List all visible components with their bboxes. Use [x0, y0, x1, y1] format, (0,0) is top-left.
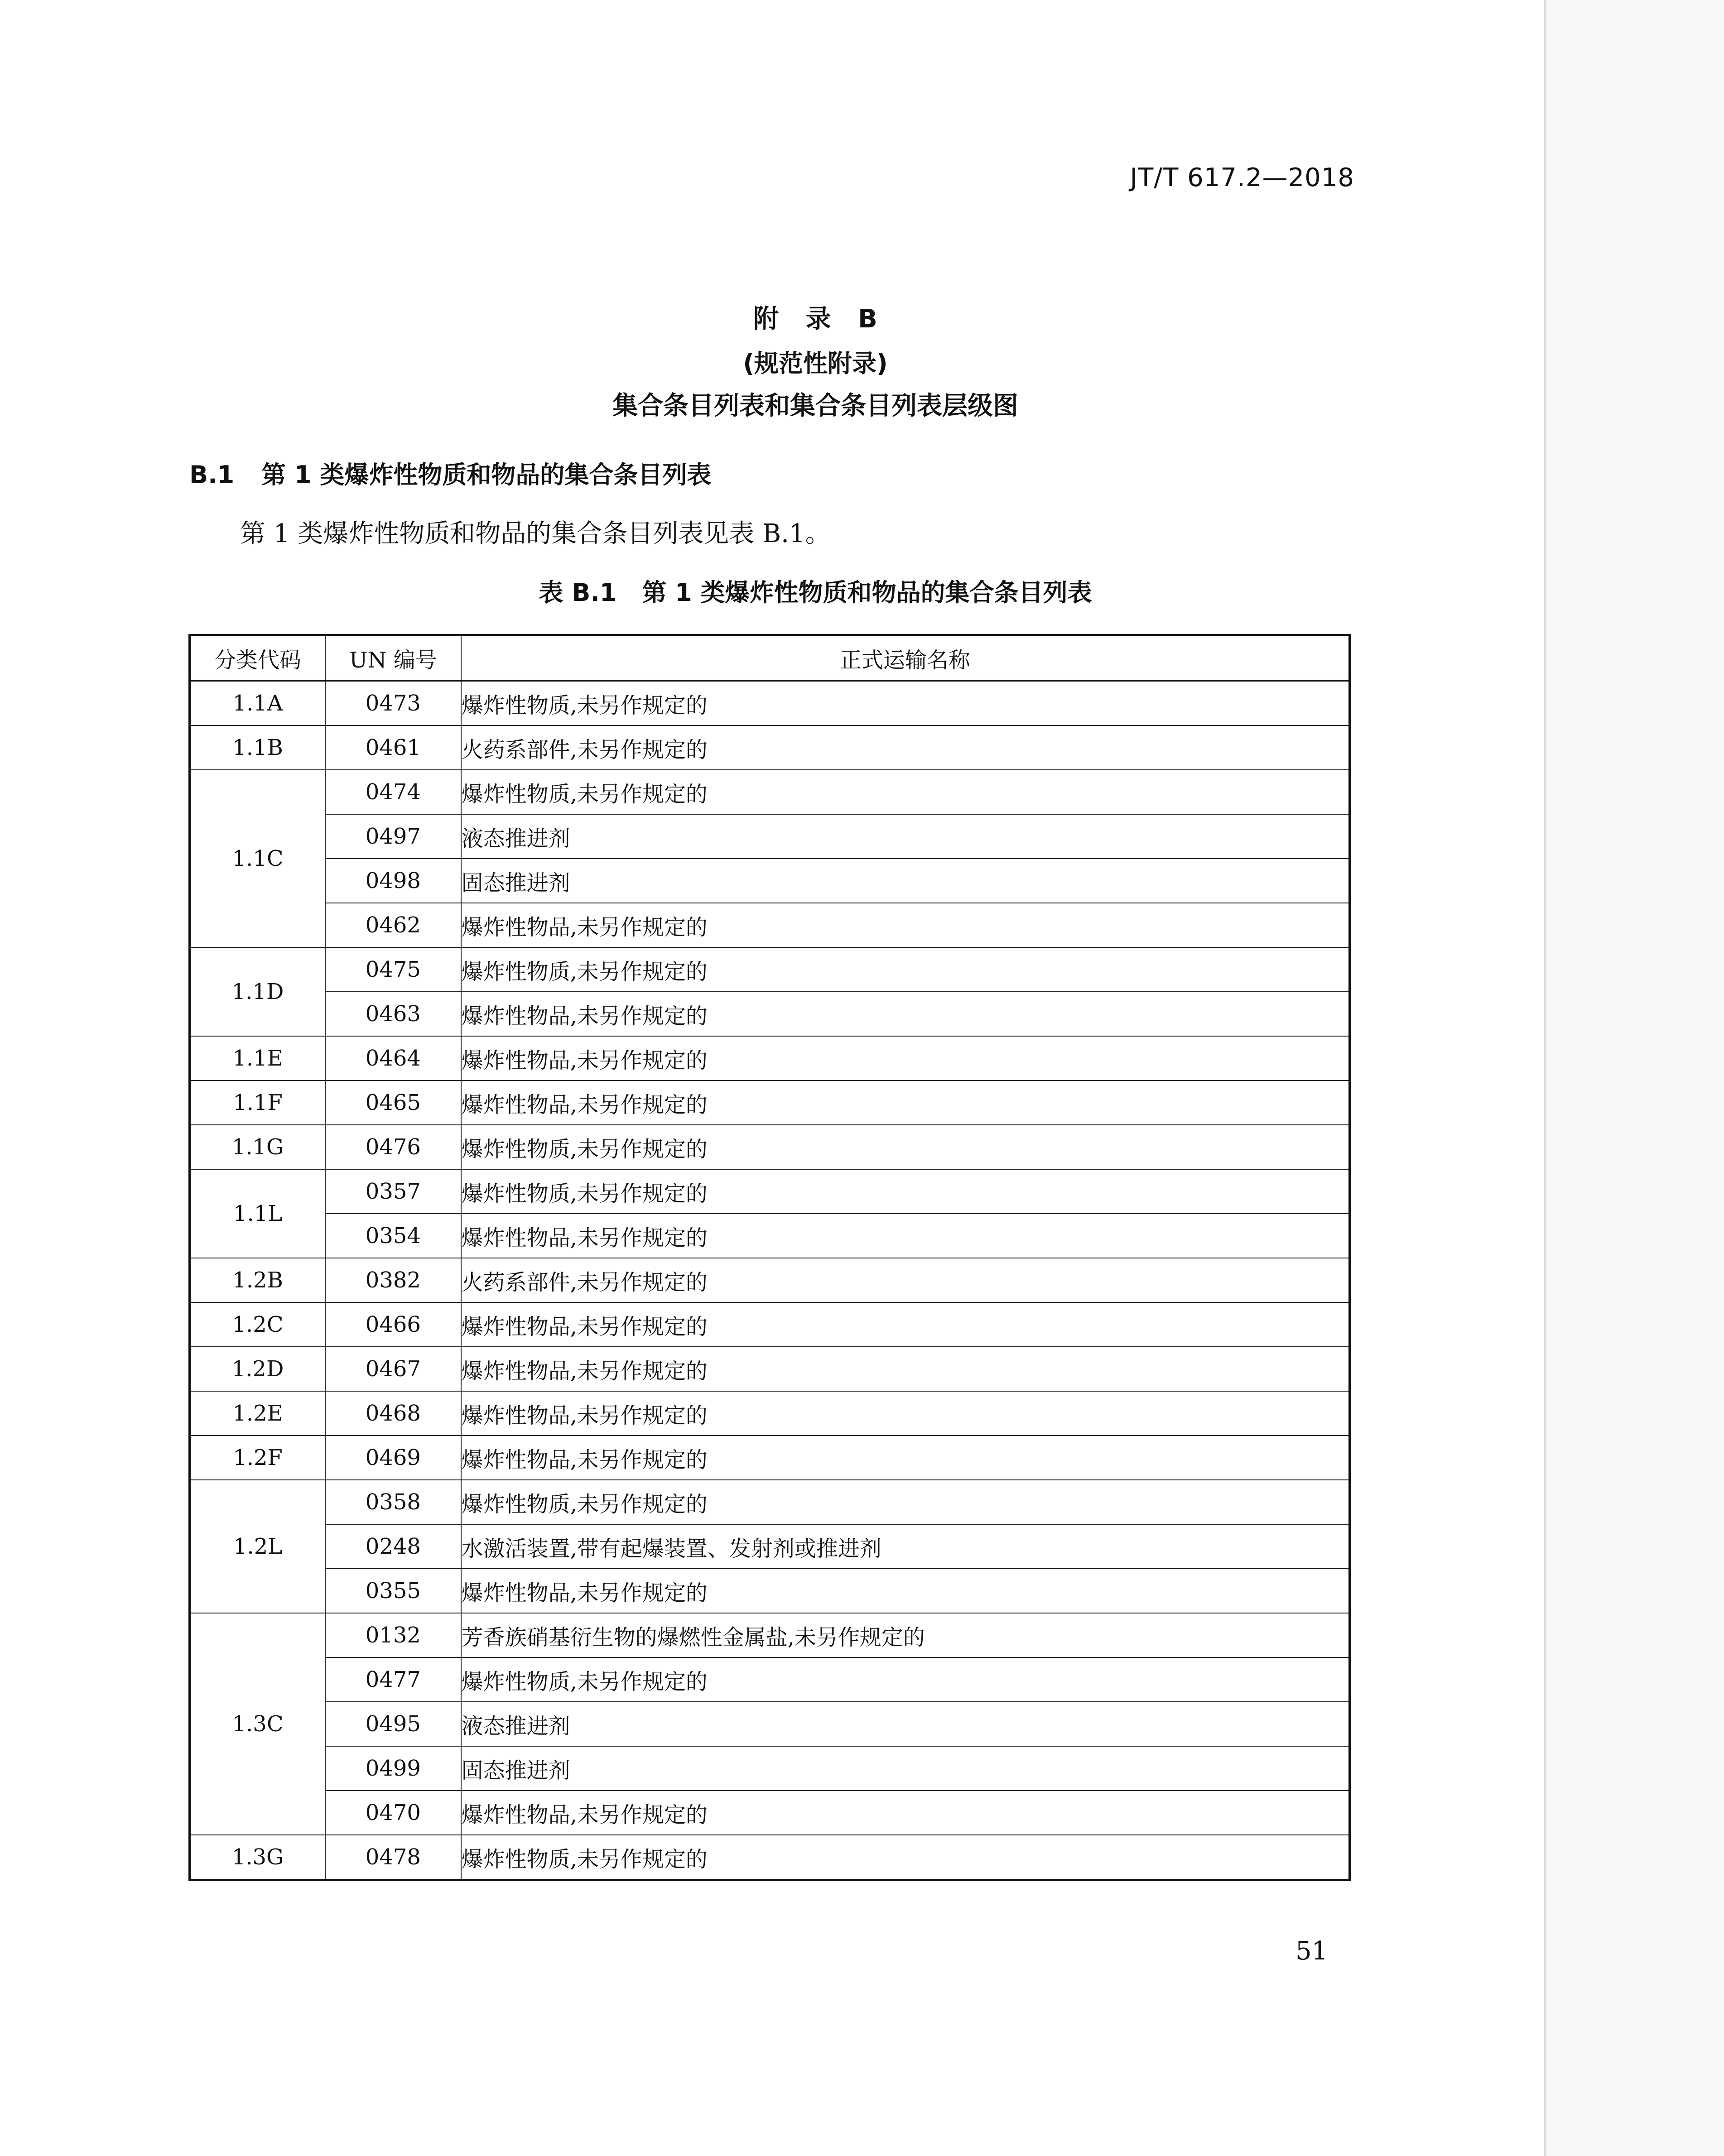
shipping-name-cell: 爆炸性物质,未另作规定的	[461, 1480, 1350, 1524]
un-number-cell: 0132	[325, 1613, 461, 1657]
table-row	[190, 814, 1350, 859]
table-caption	[0, 573, 1631, 608]
un-number-cell: 0382	[325, 1258, 461, 1302]
shipping-name-cell: 水激活装置,带有起爆装置、发射剂或推进剂	[461, 1524, 1350, 1569]
classification-code-cell: 1.2E	[190, 1391, 326, 1436]
un-number-cell: 0498	[325, 859, 461, 903]
shipping-name-cell: 爆炸性物质,未另作规定的	[461, 1125, 1350, 1169]
shipping-name-cell: 爆炸性物品,未另作规定的	[461, 1569, 1350, 1613]
shipping-name-cell: 爆炸性物品,未另作规定的	[461, 903, 1350, 947]
un-number-cell: 0463	[325, 992, 461, 1036]
un-number-cell: 0473	[325, 681, 461, 725]
un-number-cell: 0357	[325, 1169, 461, 1214]
table-row	[190, 1258, 1350, 1302]
un-number-cell: 0465	[325, 1080, 461, 1125]
section-title: 第 1 类爆炸性物质和物品的集合条目列表	[261, 461, 712, 489]
shipping-name-cell: 爆炸性物质,未另作规定的	[461, 1169, 1350, 1214]
shipping-name-cell: 液态推进剂	[461, 814, 1350, 859]
un-number-cell: 0475	[325, 947, 461, 992]
shipping-name-cell: 爆炸性物品,未另作规定的	[461, 1214, 1350, 1258]
classification-code-cell: 1.3G	[190, 1835, 326, 1880]
shipping-name-cell: 爆炸性物品,未另作规定的	[461, 1436, 1350, 1480]
shipping-name-cell: 爆炸性物品,未另作规定的	[461, 1347, 1350, 1391]
shipping-name-cell: 爆炸性物质,未另作规定的	[461, 1835, 1350, 1880]
table-row	[190, 1524, 1350, 1569]
table-caption-title: 第 1 类爆炸性物质和物品的集合条目列表	[642, 578, 1092, 607]
table-row	[190, 1746, 1350, 1791]
un-number-cell: 0462	[325, 903, 461, 947]
un-number-cell: 0497	[325, 814, 461, 859]
table-header-row	[190, 635, 1350, 681]
table-row	[190, 947, 1350, 992]
shipping-name-cell: 爆炸性物品,未另作规定的	[461, 992, 1350, 1036]
table-row	[190, 725, 1350, 770]
un-number-cell: 0470	[325, 1791, 461, 1835]
appendix-title: 附 录 B	[753, 304, 877, 334]
un-number-cell: 0477	[325, 1657, 461, 1702]
classification-code-cell: 1.1C	[190, 770, 326, 947]
un-number-cell: 0464	[325, 1036, 461, 1080]
table-row	[190, 1302, 1350, 1347]
table-row	[190, 1436, 1350, 1480]
classification-code-cell: 1.1F	[190, 1080, 326, 1125]
table-row	[190, 1036, 1350, 1080]
classification-code-cell: 1.2F	[190, 1436, 326, 1480]
classification-code-cell: 1.1B	[190, 725, 326, 770]
un-number-cell: 0354	[325, 1214, 461, 1258]
header-shipping-name: 正式运输名称	[461, 635, 1350, 681]
table-row	[190, 1835, 1350, 1880]
table-row	[190, 992, 1350, 1036]
table-row	[190, 1791, 1350, 1835]
classification-code-cell: 1.2C	[190, 1302, 326, 1347]
classification-code-cell: 1.1D	[190, 947, 326, 1036]
classification-code-cell: 1.2D	[190, 1347, 326, 1391]
header-un-number: UN 编号	[325, 635, 461, 681]
header-classification-code: 分类代码	[190, 635, 326, 681]
table-row	[190, 1169, 1350, 1214]
table-caption-number: 表 B.1	[539, 578, 617, 607]
shipping-name-cell: 爆炸性物质,未另作规定的	[461, 681, 1350, 725]
table-row	[190, 1080, 1350, 1125]
section-number: B.1	[189, 461, 235, 489]
shipping-name-cell: 固态推进剂	[461, 859, 1350, 903]
section-body-text: 第 1 类爆炸性物质和物品的集合条目列表见表 B.1。	[240, 519, 831, 548]
un-number-cell: 0248	[325, 1524, 461, 1569]
classification-code-cell: 1.2L	[190, 1480, 326, 1613]
shipping-name-cell: 固态推进剂	[461, 1746, 1350, 1791]
table-row	[190, 903, 1350, 947]
shipping-name-cell: 爆炸性物质,未另作规定的	[461, 1657, 1350, 1702]
classification-code-cell: 1.1G	[190, 1125, 326, 1169]
classification-code-cell: 1.2B	[190, 1258, 326, 1302]
table-row	[190, 1702, 1350, 1746]
un-number-cell: 0474	[325, 770, 461, 814]
classification-code-cell: 1.1E	[190, 1036, 326, 1080]
table-row	[190, 681, 1350, 725]
shipping-name-cell: 爆炸性物品,未另作规定的	[461, 1036, 1350, 1080]
un-number-cell: 0469	[325, 1436, 461, 1480]
un-number-cell: 0476	[325, 1125, 461, 1169]
shipping-name-cell: 火药系部件,未另作规定的	[461, 725, 1350, 770]
un-number-cell: 0499	[325, 1746, 461, 1791]
un-number-cell: 0467	[325, 1347, 461, 1391]
appendix-name: 集合条目列表和集合条目列表层级图	[612, 391, 1018, 421]
appendix-type: (规范性附录)	[743, 349, 888, 378]
table-row	[190, 1391, 1350, 1436]
un-number-cell: 0478	[325, 1835, 461, 1880]
shipping-name-cell: 爆炸性物品,未另作规定的	[461, 1391, 1350, 1436]
classification-code-cell: 1.3C	[190, 1613, 326, 1835]
shipping-name-cell: 芳香族硝基衍生物的爆燃性金属盐,未另作规定的	[461, 1613, 1350, 1657]
un-number-cell: 0461	[325, 725, 461, 770]
table-row	[190, 1657, 1350, 1702]
page-number: 51	[1295, 1936, 1328, 1966]
un-number-cell: 0355	[325, 1569, 461, 1613]
shipping-name-cell: 液态推进剂	[461, 1702, 1350, 1746]
shipping-name-cell: 爆炸性物品,未另作规定的	[461, 1302, 1350, 1347]
standard-number: JT/T 617.2—2018	[1130, 163, 1354, 192]
shipping-name-cell: 爆炸性物品,未另作规定的	[461, 1791, 1350, 1835]
shipping-name-cell: 爆炸性物质,未另作规定的	[461, 770, 1350, 814]
shipping-name-cell: 火药系部件,未另作规定的	[461, 1258, 1350, 1302]
table-row	[190, 1347, 1350, 1391]
un-number-cell: 0466	[325, 1302, 461, 1347]
table-row	[190, 770, 1350, 814]
classification-code-cell: 1.1A	[190, 681, 326, 725]
table-row	[190, 1613, 1350, 1657]
table-row	[190, 1125, 1350, 1169]
table-row	[190, 1480, 1350, 1524]
classification-code-cell: 1.1L	[190, 1169, 326, 1258]
table-row	[190, 1569, 1350, 1613]
un-number-cell: 0495	[325, 1702, 461, 1746]
shipping-name-cell: 爆炸性物品,未另作规定的	[461, 1080, 1350, 1125]
section-heading	[189, 456, 711, 490]
table-body	[190, 681, 1350, 1880]
un-number-cell: 0358	[325, 1480, 461, 1524]
table-row	[190, 1214, 1350, 1258]
un-number-cell: 0468	[325, 1391, 461, 1436]
collective-entries-table	[188, 634, 1351, 1881]
table-row	[190, 859, 1350, 903]
shipping-name-cell: 爆炸性物质,未另作规定的	[461, 947, 1350, 992]
